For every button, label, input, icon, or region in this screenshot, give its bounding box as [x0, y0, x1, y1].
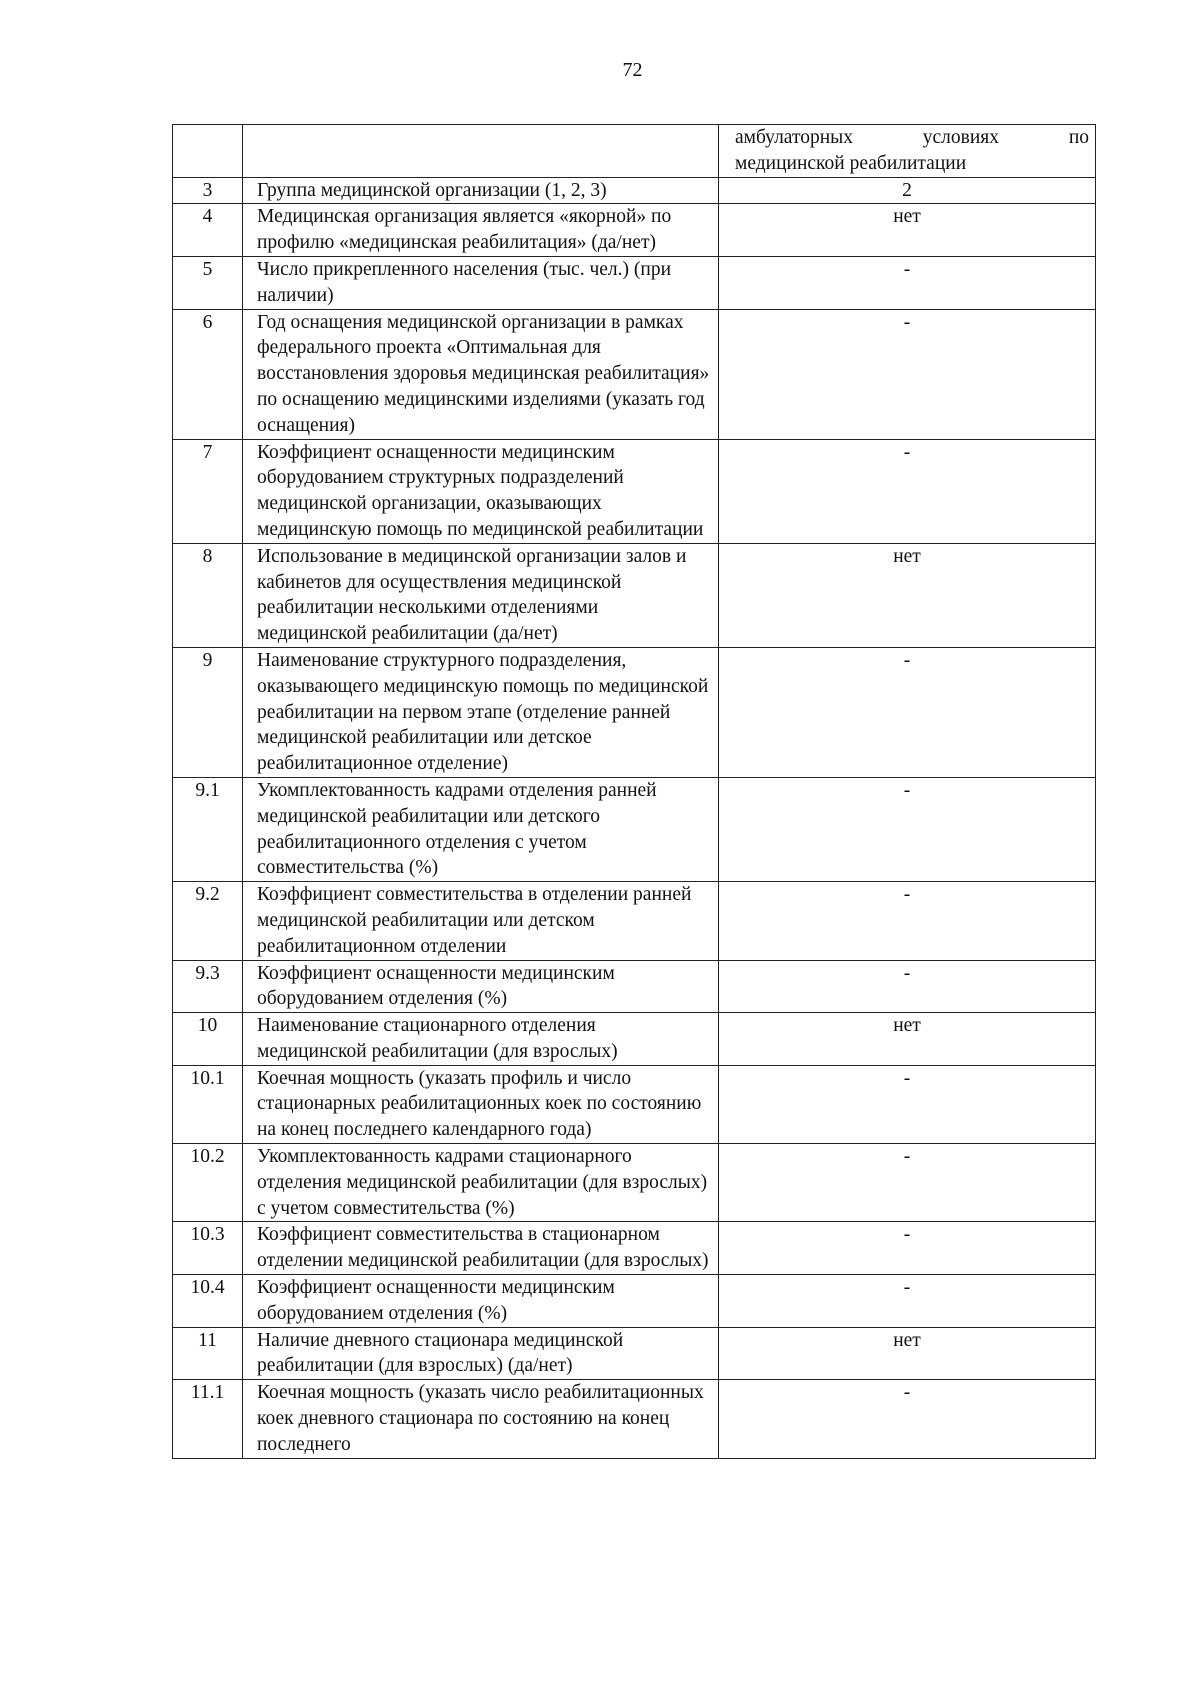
row-name-cell: [243, 125, 719, 178]
row-value-cell: -: [719, 960, 1096, 1013]
row-number-cell: 3: [173, 177, 243, 204]
value-line: медицинской реабилитации: [735, 152, 967, 174]
value-justified-line: [735, 125, 1089, 151]
row-number-cell: 4: [173, 204, 243, 257]
table-body: [173, 125, 1096, 1459]
row-name-cell: Коэффициент оснащенности медицинским оборудованием отделения (%): [243, 1275, 719, 1328]
indicator-table: [172, 124, 1096, 1459]
row-value-cell: -: [719, 777, 1096, 881]
row-value-cell: нет: [719, 1327, 1096, 1380]
table-row: [173, 882, 1096, 960]
row-number-cell: 8: [173, 543, 243, 647]
table-row: [173, 960, 1096, 1013]
row-name-cell: Число прикрепленного населения (тыс. чел.) (при наличии): [243, 256, 719, 309]
row-number-cell: 7: [173, 439, 243, 543]
value-word: условиях: [922, 127, 1000, 148]
row-value-cell: -: [719, 1275, 1096, 1328]
row-value-cell: -: [719, 647, 1096, 777]
row-name-cell: Год оснащения медицинской организации в рамках федерального проекта «Оптимальная для восстановления здоровья медицинская реабилитация» по оснащению медицинскими изделиями (указать год оснащения): [243, 309, 719, 439]
row-number-cell: 10.1: [173, 1065, 243, 1143]
table-row: [173, 647, 1096, 777]
row-name-cell: Наименование стационарного отделения медицинской реабилитации (для взрослых): [243, 1013, 719, 1066]
row-number-cell: 11: [173, 1327, 243, 1380]
value-word: амбулаторных: [735, 127, 853, 148]
table-row: [173, 439, 1096, 543]
row-value-cell: -: [719, 256, 1096, 309]
row-name-cell: Укомплектованность кадрами стационарного отделения медицинской реабилитации (для взрослых) с учетом совместительства (%): [243, 1144, 719, 1222]
row-value-cell: [719, 125, 1096, 178]
table-row: [173, 1327, 1096, 1380]
row-number-cell: 5: [173, 256, 243, 309]
row-value-cell: -: [719, 439, 1096, 543]
table-row: [173, 204, 1096, 257]
row-value-cell: нет: [719, 204, 1096, 257]
row-number-cell: 10.3: [173, 1222, 243, 1275]
row-value-cell: нет: [719, 1013, 1096, 1066]
table-row: [173, 1222, 1096, 1275]
table-row: [173, 256, 1096, 309]
row-name-cell: Коэффициент оснащенности медицинским оборудованием структурных подразделений медицинской организации, оказывающих медицинскую помощь по медицинской реабилитации: [243, 439, 719, 543]
row-number-cell: 9: [173, 647, 243, 777]
row-name-cell: Наличие дневного стационара медицинской реабилитации (для взрослых) (да/нет): [243, 1327, 719, 1380]
row-value-cell: -: [719, 1065, 1096, 1143]
value-word: по: [1068, 127, 1089, 148]
row-name-cell: Коэффициент совместительства в отделении ранней медицинской реабилитации или детском реабилитационном отделении: [243, 882, 719, 960]
page-number: 72: [622, 59, 643, 81]
row-number-cell: 10.4: [173, 1275, 243, 1328]
table-row-continuation: [173, 125, 1096, 178]
row-number-cell: 9.2: [173, 882, 243, 960]
row-number-cell: [173, 125, 243, 178]
table-row: [173, 777, 1096, 881]
table-row: [173, 543, 1096, 647]
row-name-cell: Наименование структурного подразделения, оказывающего медицинскую помощь по медицинской реабилитации на первом этапе (отделение ранней медицинской реабилитации или детское реабилитационное отделение): [243, 647, 719, 777]
row-value-cell: нет: [719, 543, 1096, 647]
row-name-cell: Использование в медицинской организации залов и кабинетов для осуществления медицинской реабилитации несколькими отделениями медицинской реабилитации (да/нет): [243, 543, 719, 647]
row-value-cell: -: [719, 1380, 1096, 1458]
table-row: [173, 177, 1096, 204]
table-row: [173, 1144, 1096, 1222]
row-name-cell: Группа медицинской организации (1, 2, 3): [243, 177, 719, 204]
row-number-cell: 10: [173, 1013, 243, 1066]
row-number-cell: 10.2: [173, 1144, 243, 1222]
row-value-cell: 2: [719, 177, 1096, 204]
row-number-cell: 6: [173, 309, 243, 439]
row-name-cell: Коэффициент оснащенности медицинским оборудованием отделения (%): [243, 960, 719, 1013]
row-name-cell: Коечная мощность (указать профиль и число стационарных реабилитационных коек по состоянию на конец последнего календарного года): [243, 1065, 719, 1143]
table-row: [173, 1380, 1096, 1458]
row-value-cell: -: [719, 1144, 1096, 1222]
table-row: [173, 1065, 1096, 1143]
row-value-cell: -: [719, 1222, 1096, 1275]
row-number-cell: 9.1: [173, 777, 243, 881]
table-row: [173, 1275, 1096, 1328]
row-value-cell: -: [719, 882, 1096, 960]
row-name-cell: Медицинская организация является «якорной» по профилю «медицинская реабилитация» (да/нет): [243, 204, 719, 257]
table-row: [173, 309, 1096, 439]
row-number-cell: 9.3: [173, 960, 243, 1013]
table-row: [173, 1013, 1096, 1066]
row-value-cell: -: [719, 309, 1096, 439]
row-name-cell: Коечная мощность (указать число реабилитационных коек дневного стационара по состоянию на конец последнего: [243, 1380, 719, 1458]
row-name-cell: Укомплектованность кадрами отделения ранней медицинской реабилитации или детского реабилитационного отделения с учетом совместительства (%): [243, 777, 719, 881]
row-name-cell: Коэффициент совместительства в стационарном отделении медицинской реабилитации (для взрослых): [243, 1222, 719, 1275]
row-number-cell: 11.1: [173, 1380, 243, 1458]
